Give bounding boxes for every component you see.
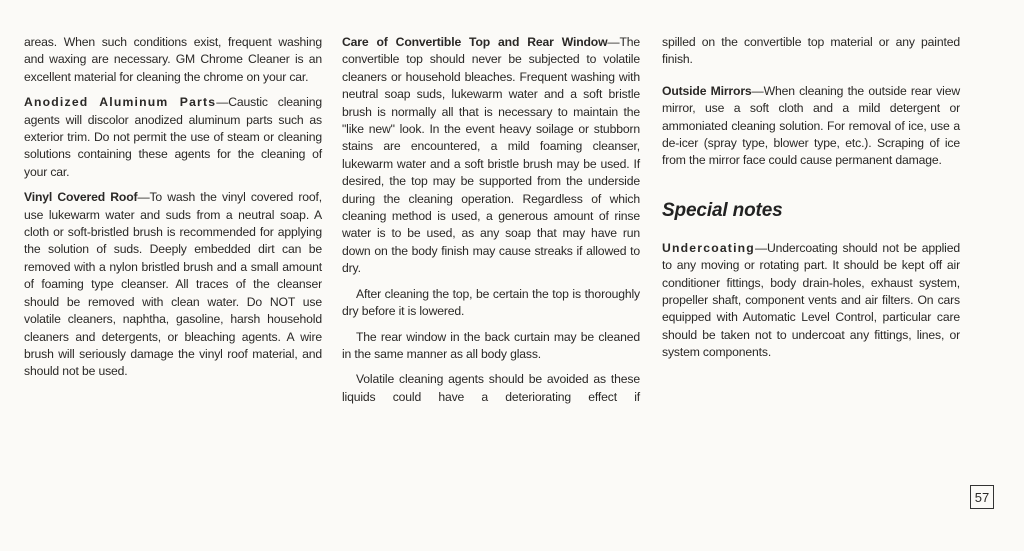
heading-undercoating: Undercoating [662,240,755,255]
section-title-special-notes: Special notes [662,199,783,221]
paragraph-spilled: spilled on the convertible top material or any painted finish. [662,35,960,67]
body-text: —Undercoating should not be applied to any moving or rotating part. It should be kept off air conditioner fittings, body drain-holes, exhaust system, propeller shaft, component vents and air filters. On cars equipped with Automatic Level Control, particular care should be taken not to undercoat any fittings, lines, or system components. [662,240,960,360]
heading-convertible-top: Care of Convertible Top and Rear Window [342,35,608,49]
paragraph-volatile-agents: Volatile cleaning agents should be avoided as these liquids could have a deteriorating effect if [342,372,640,404]
paragraph-vinyl-roof [24,189,322,380]
body-text: —Caustic cleaning agents will discolor anodized aluminum parts such as exterior trim. Do not permit the use of steam or cleaning solutions containing these agents for the cleaning of your car. [24,95,322,179]
column-3 [662,34,960,370]
paragraph-chrome: areas. When such conditions exist, frequent washing and waxing are necessary. GM Chrome Cleaner is an excellent material for cleaning the chrome on your car. [24,35,322,84]
body-text: —The convertible top should never be subjected to volatile cleaners or household bleaches. Frequent washing with neutral soap suds, lukewarm water and a soft bristle brush is normally all that is necessary to maintain the "like new" look. In the event heavy soilage or stubborn stains are encountered, a mild foaming cleanser, lukewarm water and a soft bristle brush may be used. If desired, the top may be supported from the underside during the cleaning operation. Regardless of which cleaning method is used, a generous amount of rinse water is to be used, as any soap that may have run down on the body finish may cause streaks if allowed to dry. [342,35,640,276]
heading-vinyl-roof: Vinyl Covered Roof [24,190,138,205]
paragraph-convertible-top [342,34,640,278]
heading-anodized-aluminum: Anodized Aluminum Parts [24,95,217,110]
column-1 [24,34,322,389]
body-text: —To wash the vinyl covered roof, use lukewarm water and suds from a neutral soap. A cloth or soft-bristled brush is recommended for applying the solution of suds. Deeply embedded dirt can be removed with a nylon bristled brush and a small amount of foaming type cleanser. All traces of the cleanser should be removed with clean water. Do NOT use volatile cleaners, naphtha, gasoline, harsh household cleaners and detergents, or bleaching agents. A wire brush will seriously damage the vinyl roof material, and should not be used. [24,190,322,379]
heading-outside-mirrors: Outside Mirrors [662,83,752,98]
page-number: 57 [970,485,994,509]
paragraph-rear-window: The rear window in the back curtain may be cleaned in the same manner as all body glass. [342,329,640,361]
paragraph-undercoating [662,240,960,362]
column-2 [342,34,640,414]
body-text: —When cleaning the outside rear view mirror, use a soft cloth and a mild detergent or ammoniated cleaning solution. For removal of ice, use a de-icer (spray type, blower type, etc.). Scraping of ice from the mirror face could cause permanent damage. [662,83,960,168]
paragraph-after-cleaning: After cleaning the top, be certain the top is thoroughly dry before it is lowered. [342,286,640,319]
paragraph-anodized-aluminum [24,94,322,181]
paragraph-outside-mirrors [662,83,960,170]
